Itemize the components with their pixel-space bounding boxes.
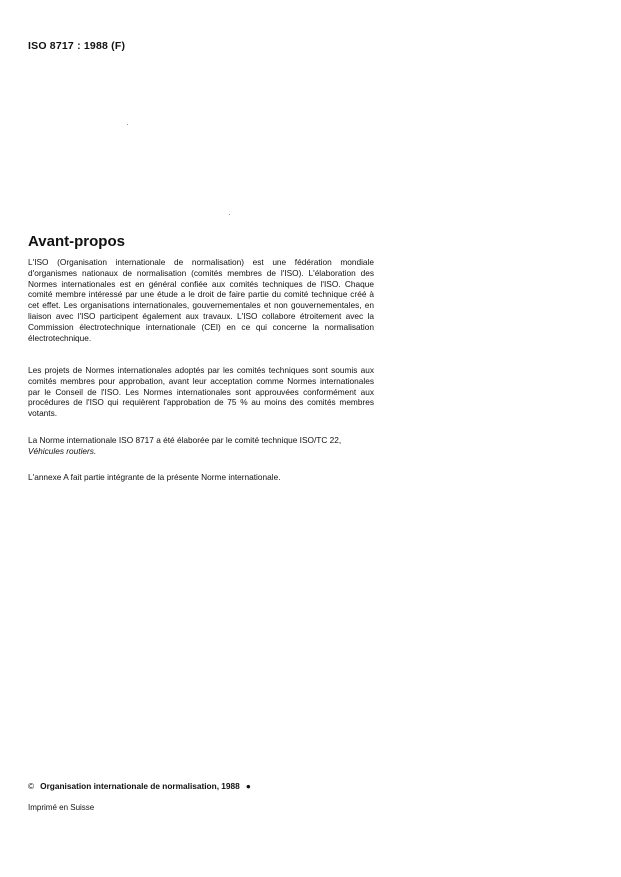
paragraph-iso-description: L'ISO (Organisation internationale de normalisation) est une fédération mondiale d'organismes nationaux de normalisation (comités membres de l'ISO). L'élaboration des Normes internationales est en général confiée aux comités techniques de l'ISO. Chaque comité membre intéressé par une étude a le droit de faire partie du comité technique créé à cet effet. Les organisations internationales, gouvernementales et non gouvernementales, en liaison avec l'ISO participent également aux travaux. L'ISO collabore étroitement avec la Commission électrotechnique internationale (CEI) en ce qui concerne la normalisation électrotechnique. [28, 257, 374, 343]
committee-text: La Norme internationale ISO 8717 a été élaborée par le comité technique ISO/TC 22, [28, 435, 342, 445]
printed-location: Imprimé en Suisse [28, 803, 95, 812]
paragraph-approval-process: Les projets de Normes internationales adoptés par les comités techniques sont soumis aux comités membres pour approbation, avant leur acceptation comme Normes internationales par le Conseil de l'ISO. Les Normes internationales sont approuvées conformément aux procédures de l'ISO qui requièrent l'approbation de 75 % au moins des comités membres votants. [28, 365, 374, 419]
document-reference: ISO 8717 : 1988 (F) [28, 40, 126, 52]
section-title: Avant-propos [28, 233, 125, 250]
copyright-symbol: © [28, 781, 35, 791]
scan-speck [127, 124, 128, 125]
copyright-line [28, 781, 251, 791]
scan-speck [229, 214, 230, 215]
bullet-icon: ● [245, 781, 251, 791]
paragraph-committee [28, 435, 374, 457]
copyright-organisation: Organisation internationale de normalisation, 1988 [40, 781, 240, 791]
paragraph-annex: L'annexe A fait partie intégrante de la présente Norme internationale. [28, 472, 281, 482]
committee-title: Véhicules routiers. [28, 445, 97, 456]
